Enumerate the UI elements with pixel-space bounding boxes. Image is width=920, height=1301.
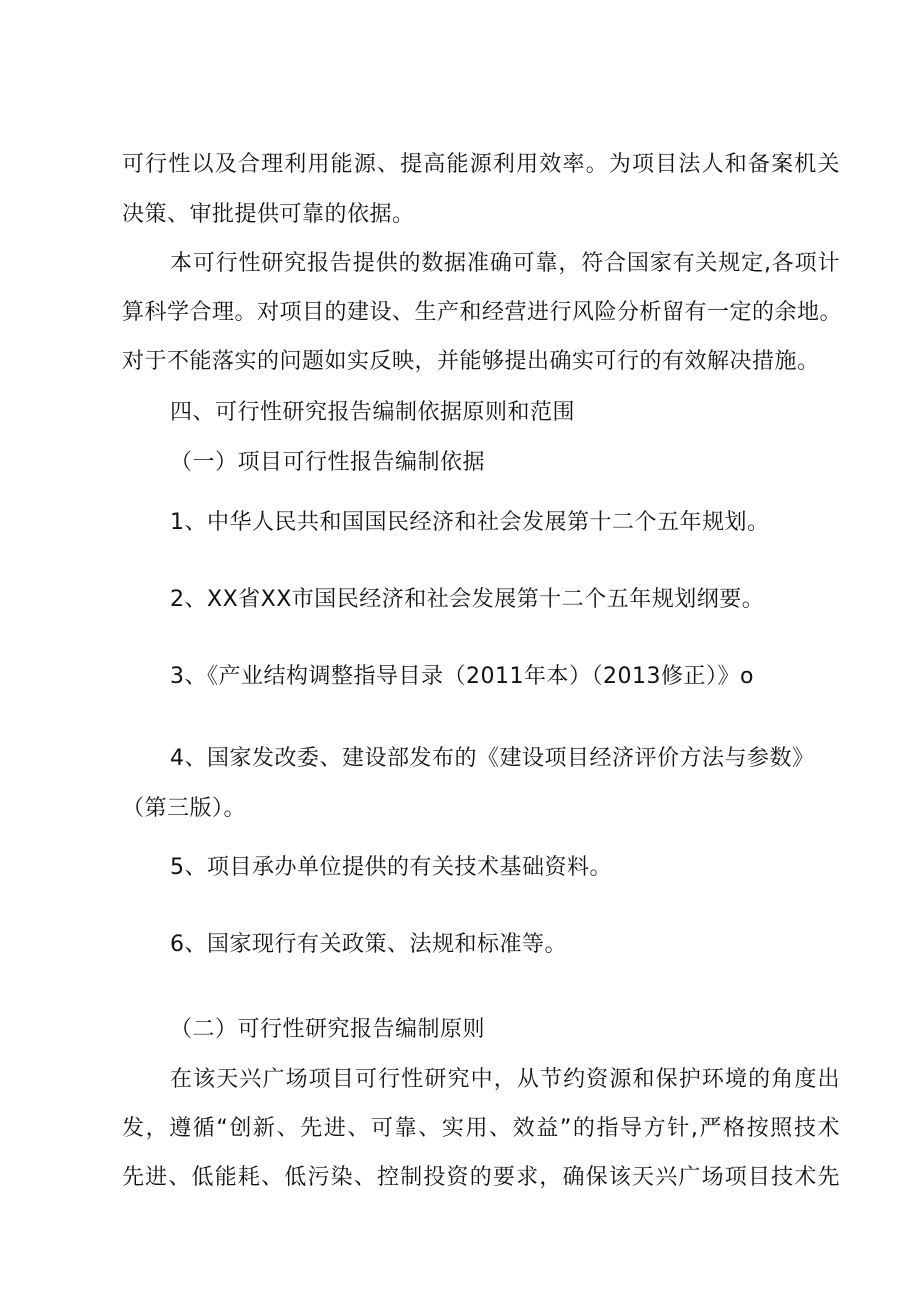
list-item: 4、国家发改委、建设部发布的《建设项目经济评价方法与参数》 [170, 746, 815, 771]
list-item: 6、国家现行有关政策、法规和标准等。 [170, 932, 567, 957]
list-item: 5、项目承办单位提供的有关技术基础资料。 [170, 855, 612, 880]
paragraph-line: 发，遵循“创新、先进、可靠、实用、效益”的指导方针,严格按照技术 [122, 1116, 840, 1141]
paragraph-line: 先进、低能耗、低污染、控制投资的要求，确保该天兴广场项目技术先 [122, 1165, 840, 1190]
paragraph-line: 算科学合理。对项目的建设、生产和经营进行风险分析留有一定的余地。 [122, 300, 843, 325]
paragraph-line: 可行性以及合理利用能源、提高能源利用效率。为项目法人和备案机关 [122, 152, 840, 177]
list-item: 3、《产业结构调整指导目录（2011年本）（2013修正）》o [170, 664, 754, 689]
subsection-heading: （一）项目可行性报告编制依据 [170, 450, 486, 475]
paragraph-line: 本可行性研究报告提供的数据准确可靠，符合国家有关规定,各项计 [170, 251, 840, 276]
paragraph-line: 对于不能落实的问题如实反映，并能够提出确实可行的有效解决措施。 [122, 349, 820, 374]
list-item: 2、XX省XX市国民经济和社会发展第十二个五年规划纲要。 [170, 587, 765, 612]
list-item-continuation: （第三版）。 [122, 796, 247, 821]
paragraph-line: 在该天兴广场项目可行性研究中，从节约资源和保护环境的角度出 [170, 1067, 840, 1092]
paragraph-line: 决策、审批提供可靠的依据。 [122, 202, 415, 227]
subsection-heading: （二）可行性研究报告编制原则 [170, 1017, 486, 1042]
section-heading: 四、可行性研究报告编制依据原则和范围 [170, 400, 576, 425]
list-item: 1、中华人民共和国国民经济和社会发展第十二个五年规划。 [170, 510, 770, 535]
